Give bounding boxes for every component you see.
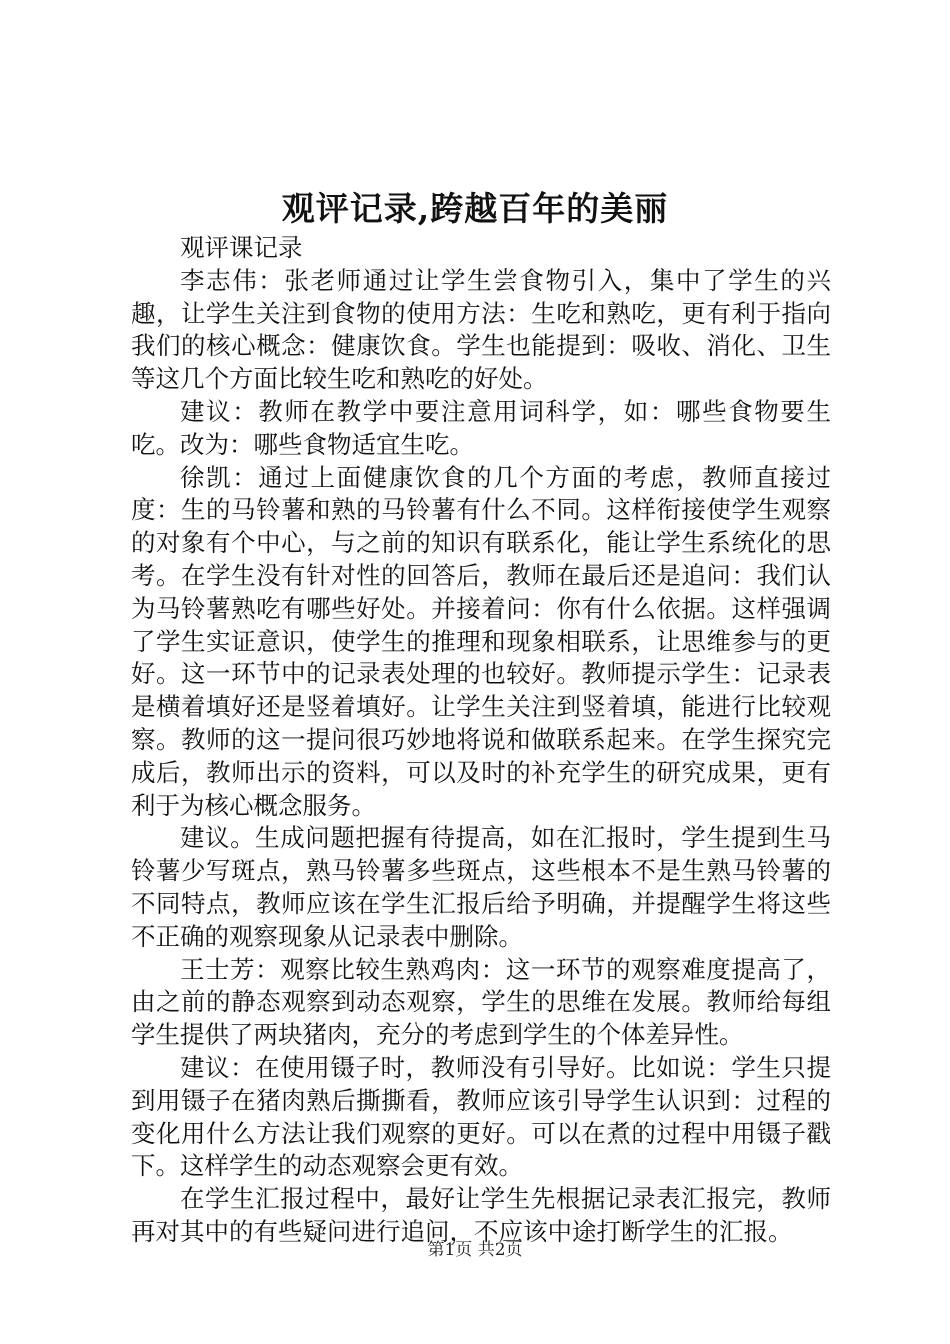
page-footer: 第1页 共2页: [427, 1240, 523, 1260]
paragraph-wang-shifang: 王士芳：观察比较生熟鸡肉：这一环节的观察难度提高了，由之前的静态观察到动态观察，学生的思维在发展。教师给每组学生提供了两块猪肉，充分的考虑到学生的个体差异性。: [131, 954, 831, 1050]
document-body: [131, 232, 831, 1249]
paragraph-li-zhiwei: 李志伟：张老师通过让学生尝食物引入，集中了学生的兴趣，让学生关注到食物的使用方法：生吃和熟吃，更有利于指向我们的核心概念：健康饮食。学生也能提到：吸收、消化、卫生等这几个方面比较生吃和熟吃的好处。: [131, 265, 831, 394]
paragraph-suggestion-1: 建议：教师在教学中要注意用词科学，如：哪些食物要生吃。改为：哪些食物适宜生吃。: [131, 396, 831, 459]
paragraph-suggestion-3: 建议：在使用镊子时，教师没有引导好。比如说：学生只提到用镊子在猪肉熟后撕撕看，教师应该引导学生认识到：过程的变化用什么方法让我们观察的更好。可以在煮的过程中用镊子戳下。这样学生的动态观察会更有效。: [131, 1052, 831, 1181]
paragraph-xu-kai: 徐凯：通过上面健康饮食的几个方面的考虑，教师直接过度：生的马铃薯和熟的马铃薯有什么不同。这样衔接使学生观察的对象有个中心，与之前的知识有联系化，能让学生系统化的思考。在学生没有针对性的回答后，教师在最后还是追问：我们认为马铃薯熟吃有哪些好处。并接着问：你有什么依据。这样强调了学生实证意识，使学生的推理和现象相联系，让思维参与的更好。这一环节中的记录表处理的也较好。教师提示学生：记录表是横着填好还是竖着填好。让学生关注到竖着填，能进行比较观察。教师的这一提问很巧妙地将说和做联系起来。在学生探究完成后，教师出示的资料，可以及时的补充学生的研究成果，更有利于为核心概念服务。: [131, 462, 831, 820]
paragraph-heading: 观评课记录: [180, 233, 303, 262]
paragraph-report-advice: 在学生汇报过程中，最好让学生先根据记录表汇报完，教师再对其中的有些疑问进行追问，不应该中途打断学生的汇报。: [131, 1184, 831, 1246]
paragraph-suggestion-2: 建议。生成问题把握有待提高，如在汇报时，学生提到生马铃薯少写斑点，熟马铃薯多些斑点，这些根本不是生熟马铃薯的不同特点，教师应该在学生汇报后给予明确，并提醒学生将这些不正确的观察现象从记录表中删除。: [131, 823, 831, 951]
document-title: 观评记录,跨越百年的美丽: [281, 189, 669, 228]
